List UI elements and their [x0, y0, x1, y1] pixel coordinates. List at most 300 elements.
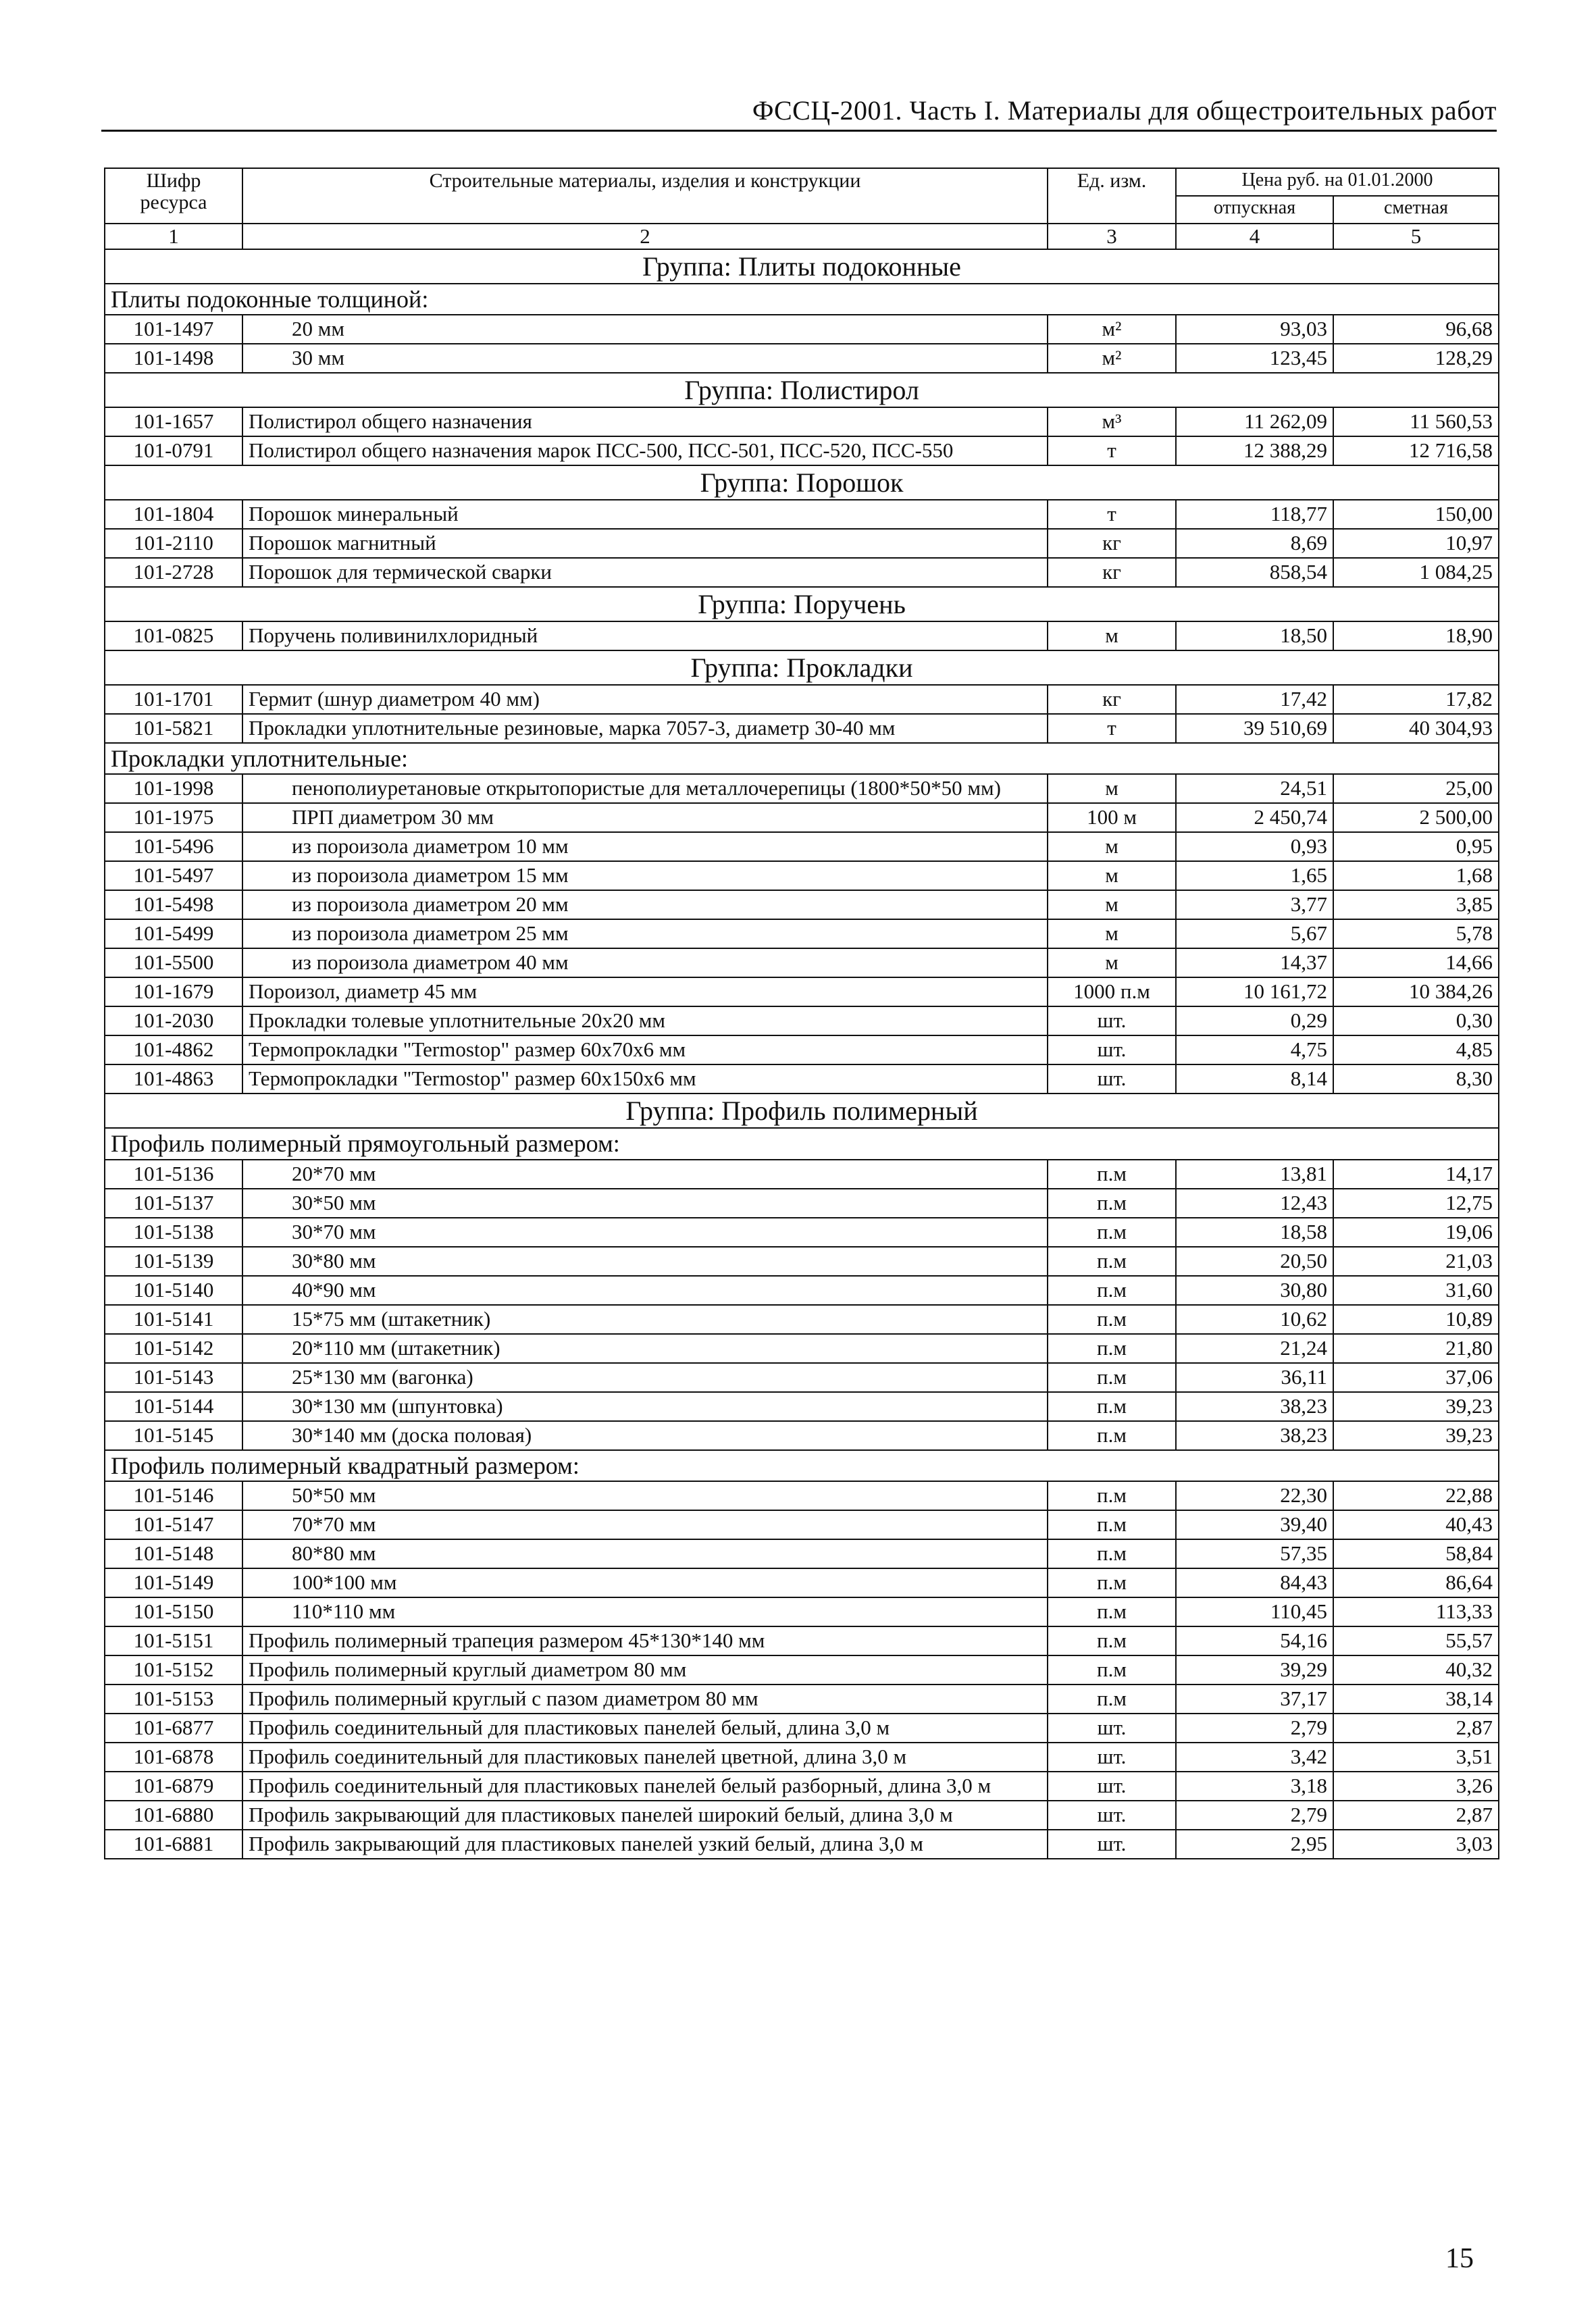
table-row	[105, 1276, 1499, 1305]
resource-code: 101-5143	[105, 1363, 242, 1392]
estimate-price: 86,64	[1333, 1568, 1499, 1597]
release-price: 20,50	[1176, 1247, 1333, 1276]
release-price: 10,62	[1176, 1305, 1333, 1334]
release-price: 1,65	[1176, 861, 1333, 890]
release-price: 54,16	[1176, 1626, 1333, 1655]
release-price: 123,45	[1176, 344, 1333, 373]
table-row	[105, 1035, 1499, 1064]
release-price: 2,79	[1176, 1801, 1333, 1830]
table-row	[105, 1421, 1499, 1450]
material-name: 20 мм	[242, 315, 1048, 344]
material-name: 80*80 мм	[242, 1539, 1048, 1568]
table-row	[105, 1626, 1499, 1655]
estimate-price: 4,85	[1333, 1035, 1499, 1064]
estimate-price: 21,03	[1333, 1247, 1499, 1276]
material-name: Прокладки толевые уплотнительные 20х20 мм	[242, 1006, 1048, 1035]
column-number: 5	[1333, 224, 1499, 249]
unit-of-measure: п.м	[1048, 1160, 1176, 1189]
resource-code: 101-1804	[105, 500, 242, 529]
group-heading-row	[105, 587, 1499, 621]
unit-of-measure: 1000 п.м	[1048, 977, 1176, 1006]
release-price: 39 510,69	[1176, 714, 1333, 743]
estimate-price: 10,97	[1333, 529, 1499, 558]
price-table	[104, 168, 1499, 1859]
resource-code: 101-5496	[105, 832, 242, 861]
table-row	[105, 1655, 1499, 1685]
release-price: 8,69	[1176, 529, 1333, 558]
resource-code: 101-5500	[105, 948, 242, 977]
release-price: 10 161,72	[1176, 977, 1333, 1006]
group-heading-row	[105, 650, 1499, 685]
estimate-price: 0,30	[1333, 1006, 1499, 1035]
estimate-price: 40,32	[1333, 1655, 1499, 1685]
group-heading: Группа: Плиты подоконные	[105, 249, 1499, 284]
group-heading-row	[105, 249, 1499, 284]
material-name: Поручень поливинилхлоридный	[242, 621, 1048, 650]
unit-of-measure: п.м	[1048, 1276, 1176, 1305]
unit-of-measure: п.м	[1048, 1597, 1176, 1626]
section-label-row	[105, 284, 1499, 315]
resource-code: 101-5153	[105, 1685, 242, 1714]
resource-code: 101-6877	[105, 1714, 242, 1743]
unit-of-measure: шт.	[1048, 1006, 1176, 1035]
unit-of-measure: шт.	[1048, 1801, 1176, 1830]
release-price: 37,17	[1176, 1685, 1333, 1714]
table-row	[105, 714, 1499, 743]
release-price: 93,03	[1176, 315, 1333, 344]
resource-code: 101-5140	[105, 1276, 242, 1305]
estimate-price: 113,33	[1333, 1597, 1499, 1626]
material-name: 30*80 мм	[242, 1247, 1048, 1276]
release-price: 21,24	[1176, 1334, 1333, 1363]
unit-of-measure: т	[1048, 714, 1176, 743]
resource-code: 101-1498	[105, 344, 242, 373]
section-label: Плиты подоконные толщиной:	[105, 284, 1499, 315]
header-row-top	[105, 168, 1499, 196]
material-name: 15*75 мм (штакетник)	[242, 1305, 1048, 1334]
release-price: 3,77	[1176, 890, 1333, 919]
release-price: 39,29	[1176, 1655, 1333, 1685]
material-name: ПРП диаметром 30 мм	[242, 803, 1048, 832]
unit-of-measure: м	[1048, 832, 1176, 861]
group-heading-row	[105, 373, 1499, 407]
unit-of-measure: шт.	[1048, 1830, 1176, 1859]
group-heading: Группа: Прокладки	[105, 650, 1499, 685]
resource-code: 101-1701	[105, 685, 242, 714]
material-name: 30*140 мм (доска половая)	[242, 1421, 1048, 1450]
unit-of-measure: шт.	[1048, 1743, 1176, 1772]
unit-of-measure: м	[1048, 861, 1176, 890]
unit-of-measure: шт.	[1048, 1714, 1176, 1743]
unit-of-measure: п.м	[1048, 1392, 1176, 1421]
resource-code: 101-2728	[105, 558, 242, 587]
estimate-price: 40 304,93	[1333, 714, 1499, 743]
table-row	[105, 861, 1499, 890]
unit-of-measure: м	[1048, 919, 1176, 948]
estimate-price: 11 560,53	[1333, 407, 1499, 436]
release-price: 12 388,29	[1176, 436, 1333, 465]
unit-of-measure: кг	[1048, 685, 1176, 714]
estimate-price: 37,06	[1333, 1363, 1499, 1392]
section-label-row	[105, 1450, 1499, 1481]
table-row	[105, 1160, 1499, 1189]
release-price: 84,43	[1176, 1568, 1333, 1597]
group-heading: Группа: Поручень	[105, 587, 1499, 621]
resource-code: 101-4863	[105, 1064, 242, 1094]
resource-code: 101-2110	[105, 529, 242, 558]
estimate-price: 150,00	[1333, 500, 1499, 529]
release-price: 110,45	[1176, 1597, 1333, 1626]
release-price: 38,23	[1176, 1392, 1333, 1421]
material-name: Профиль закрывающий для пластиковых панелей узкий белый, длина 3,0 м	[242, 1830, 1048, 1859]
unit-of-measure: п.м	[1048, 1626, 1176, 1655]
unit-of-measure: м²	[1048, 315, 1176, 344]
estimate-price: 17,82	[1333, 685, 1499, 714]
running-head-title: ФССЦ-2001. Часть I. Материалы для общестроительных работ	[752, 95, 1497, 126]
section-label: Профиль полимерный квадратный размером:	[105, 1450, 1499, 1481]
table-row	[105, 1772, 1499, 1801]
section-label-row	[105, 1128, 1499, 1159]
unit-of-measure: п.м	[1048, 1685, 1176, 1714]
estimate-price: 25,00	[1333, 774, 1499, 803]
price-table-body	[105, 249, 1499, 1859]
estimate-price: 18,90	[1333, 621, 1499, 650]
material-name: 70*70 мм	[242, 1510, 1048, 1539]
material-name: из пороизола диаметром 10 мм	[242, 832, 1048, 861]
material-name: Профиль соединительный для пластиковых панелей белый разборный, длина 3,0 м	[242, 1772, 1048, 1801]
release-price: 3,42	[1176, 1743, 1333, 1772]
resource-code: 101-6881	[105, 1830, 242, 1859]
material-name: 25*130 мм (вагонка)	[242, 1363, 1048, 1392]
release-price: 57,35	[1176, 1539, 1333, 1568]
estimate-price: 22,88	[1333, 1481, 1499, 1510]
resource-code: 101-5141	[105, 1305, 242, 1334]
estimate-price: 96,68	[1333, 315, 1499, 344]
unit-of-measure: п.м	[1048, 1539, 1176, 1568]
material-name: Профиль закрывающий для пластиковых панелей широкий белый, длина 3,0 м	[242, 1801, 1048, 1830]
release-price: 4,75	[1176, 1035, 1333, 1064]
table-row	[105, 344, 1499, 373]
release-price: 5,67	[1176, 919, 1333, 948]
resource-code: 101-1998	[105, 774, 242, 803]
estimate-price: 40,43	[1333, 1510, 1499, 1539]
release-price: 0,29	[1176, 1006, 1333, 1035]
estimate-price: 2,87	[1333, 1714, 1499, 1743]
table-row	[105, 1801, 1499, 1830]
release-price: 13,81	[1176, 1160, 1333, 1189]
group-heading: Группа: Порошок	[105, 465, 1499, 500]
unit-of-measure: п.м	[1048, 1334, 1176, 1363]
resource-code: 101-0791	[105, 436, 242, 465]
col-unit-header: Ед. изм.	[1048, 168, 1176, 224]
resource-code: 101-6878	[105, 1743, 242, 1772]
estimate-price: 2,87	[1333, 1801, 1499, 1830]
resource-code: 101-5497	[105, 861, 242, 890]
table-row	[105, 1189, 1499, 1218]
header-rule	[101, 130, 1497, 132]
estimate-price: 8,30	[1333, 1064, 1499, 1094]
resource-code: 101-2030	[105, 1006, 242, 1035]
estimate-price: 12 716,58	[1333, 436, 1499, 465]
resource-code: 101-5151	[105, 1626, 242, 1655]
release-price: 0,93	[1176, 832, 1333, 861]
release-price: 18,58	[1176, 1218, 1333, 1247]
resource-code: 101-6879	[105, 1772, 242, 1801]
estimate-price: 1,68	[1333, 861, 1499, 890]
release-price: 12,43	[1176, 1189, 1333, 1218]
unit-of-measure: п.м	[1048, 1363, 1176, 1392]
material-name: Порошок минеральный	[242, 500, 1048, 529]
unit-of-measure: п.м	[1048, 1510, 1176, 1539]
release-price: 18,50	[1176, 621, 1333, 650]
resource-code: 101-5147	[105, 1510, 242, 1539]
table-row	[105, 803, 1499, 832]
estimate-price: 10 384,26	[1333, 977, 1499, 1006]
unit-of-measure: шт.	[1048, 1064, 1176, 1094]
release-price: 3,18	[1176, 1772, 1333, 1801]
unit-of-measure: п.м	[1048, 1218, 1176, 1247]
table-row	[105, 774, 1499, 803]
column-number: 3	[1048, 224, 1176, 249]
material-name: 100*100 мм	[242, 1568, 1048, 1597]
material-name: из пороизола диаметром 25 мм	[242, 919, 1048, 948]
col-code-header: Шифр ресурса	[105, 168, 242, 224]
table-row	[105, 558, 1499, 587]
unit-of-measure: кг	[1048, 558, 1176, 587]
unit-of-measure: м³	[1048, 407, 1176, 436]
material-name: Порошок магнитный	[242, 529, 1048, 558]
release-price: 8,14	[1176, 1064, 1333, 1094]
estimate-price: 12,75	[1333, 1189, 1499, 1218]
material-name: 40*90 мм	[242, 1276, 1048, 1305]
resource-code: 101-5152	[105, 1655, 242, 1685]
col-price-group-header: Цена руб. на 01.01.2000	[1176, 168, 1499, 196]
estimate-price: 3,51	[1333, 1743, 1499, 1772]
release-price: 39,40	[1176, 1510, 1333, 1539]
resource-code: 101-5144	[105, 1392, 242, 1421]
material-name: Профиль соединительный для пластиковых панелей цветной, длина 3,0 м	[242, 1743, 1048, 1772]
column-number: 2	[242, 224, 1048, 249]
estimate-price: 21,80	[1333, 1334, 1499, 1363]
unit-of-measure: п.м	[1048, 1655, 1176, 1685]
unit-of-measure: 100 м	[1048, 803, 1176, 832]
release-price: 11 262,09	[1176, 407, 1333, 436]
release-price: 36,11	[1176, 1363, 1333, 1392]
estimate-price: 2 500,00	[1333, 803, 1499, 832]
resource-code: 101-6880	[105, 1801, 242, 1830]
table-row	[105, 1743, 1499, 1772]
release-price: 2 450,74	[1176, 803, 1333, 832]
estimate-price: 14,17	[1333, 1160, 1499, 1189]
table-row	[105, 1685, 1499, 1714]
material-name: Термопрокладки "Termostop" размер 60х70х6 мм	[242, 1035, 1048, 1064]
group-heading-row	[105, 1094, 1499, 1128]
unit-of-measure: шт.	[1048, 1035, 1176, 1064]
release-price: 118,77	[1176, 500, 1333, 529]
group-heading: Группа: Полистирол	[105, 373, 1499, 407]
page-number: 15	[1445, 2243, 1474, 2274]
table-row	[105, 407, 1499, 436]
material-name: Гермит (шнур диаметром 40 мм)	[242, 685, 1048, 714]
material-name: Прокладки уплотнительные резиновые, марка 7057-3, диаметр 30-40 мм	[242, 714, 1048, 743]
estimate-price: 31,60	[1333, 1276, 1499, 1305]
unit-of-measure: шт.	[1048, 1772, 1176, 1801]
material-name: 20*110 мм (штакетник)	[242, 1334, 1048, 1363]
resource-code: 101-5821	[105, 714, 242, 743]
material-name: Профиль полимерный трапеция размером 45*130*140 мм	[242, 1626, 1048, 1655]
estimate-price: 3,03	[1333, 1830, 1499, 1859]
material-name: 110*110 мм	[242, 1597, 1048, 1626]
resource-code: 101-5148	[105, 1539, 242, 1568]
estimate-price: 128,29	[1333, 344, 1499, 373]
unit-of-measure: п.м	[1048, 1481, 1176, 1510]
resource-code: 101-5150	[105, 1597, 242, 1626]
resource-code: 101-1497	[105, 315, 242, 344]
unit-of-measure: кг	[1048, 529, 1176, 558]
material-name: из пороизола диаметром 20 мм	[242, 890, 1048, 919]
release-price: 38,23	[1176, 1421, 1333, 1450]
release-price: 858,54	[1176, 558, 1333, 587]
unit-of-measure: м	[1048, 948, 1176, 977]
table-row	[105, 890, 1499, 919]
table-row	[105, 1510, 1499, 1539]
estimate-price: 19,06	[1333, 1218, 1499, 1247]
resource-code: 101-5149	[105, 1568, 242, 1597]
group-heading: Группа: Профиль полимерный	[105, 1094, 1499, 1128]
material-name: 30*70 мм	[242, 1218, 1048, 1247]
material-name: из пороизола диаметром 15 мм	[242, 861, 1048, 890]
table-row	[105, 1392, 1499, 1421]
table-row	[105, 919, 1499, 948]
estimate-price: 39,23	[1333, 1392, 1499, 1421]
table-row	[105, 1830, 1499, 1859]
table-row	[105, 1247, 1499, 1276]
estimate-price: 14,66	[1333, 948, 1499, 977]
table-row	[105, 1714, 1499, 1743]
estimate-price: 0,95	[1333, 832, 1499, 861]
resource-code: 101-1657	[105, 407, 242, 436]
table-row	[105, 977, 1499, 1006]
material-name: из пороизола диаметром 40 мм	[242, 948, 1048, 977]
release-price: 17,42	[1176, 685, 1333, 714]
resource-code: 101-5136	[105, 1160, 242, 1189]
resource-code: 101-5137	[105, 1189, 242, 1218]
col-release-header: отпускная	[1176, 196, 1333, 224]
section-label: Прокладки уплотнительные:	[105, 743, 1499, 774]
resource-code: 101-5499	[105, 919, 242, 948]
col-estimate-header: сметная	[1333, 196, 1499, 224]
unit-of-measure: т	[1048, 436, 1176, 465]
material-name: 50*50 мм	[242, 1481, 1048, 1510]
unit-of-measure: м	[1048, 621, 1176, 650]
estimate-price: 55,57	[1333, 1626, 1499, 1655]
resource-code: 101-5498	[105, 890, 242, 919]
table-row	[105, 1597, 1499, 1626]
unit-of-measure: п.м	[1048, 1305, 1176, 1334]
unit-of-measure: т	[1048, 500, 1176, 529]
table-row	[105, 685, 1499, 714]
resource-code: 101-5146	[105, 1481, 242, 1510]
unit-of-measure: м²	[1048, 344, 1176, 373]
table-row	[105, 948, 1499, 977]
resource-code: 101-5138	[105, 1218, 242, 1247]
column-number-row	[105, 224, 1499, 249]
material-name: Полистирол общего назначения	[242, 407, 1048, 436]
release-price: 2,95	[1176, 1830, 1333, 1859]
material-name: Профиль соединительный для пластиковых панелей белый, длина 3,0 м	[242, 1714, 1048, 1743]
unit-of-measure: м	[1048, 890, 1176, 919]
estimate-price: 3,85	[1333, 890, 1499, 919]
table-row	[105, 1334, 1499, 1363]
release-price: 24,51	[1176, 774, 1333, 803]
table-row	[105, 1006, 1499, 1035]
table-row	[105, 1568, 1499, 1597]
material-name: Порошок для термической сварки	[242, 558, 1048, 587]
unit-of-measure: м	[1048, 774, 1176, 803]
material-name: Полистирол общего назначения марок ПСС-500, ПСС-501, ПСС-520, ПСС-550	[242, 436, 1048, 465]
material-name: пенополиуретановые открытопористые для металлочерепицы (1800*50*50 мм)	[242, 774, 1048, 803]
material-name: Пороизол, диаметр 45 мм	[242, 977, 1048, 1006]
table-row	[105, 621, 1499, 650]
resource-code: 101-4862	[105, 1035, 242, 1064]
resource-code: 101-0825	[105, 621, 242, 650]
unit-of-measure: п.м	[1048, 1568, 1176, 1597]
estimate-price: 39,23	[1333, 1421, 1499, 1450]
material-name: 30 мм	[242, 344, 1048, 373]
table-row	[105, 1064, 1499, 1094]
material-name: 30*50 мм	[242, 1189, 1048, 1218]
resource-code: 101-1679	[105, 977, 242, 1006]
table-row	[105, 436, 1499, 465]
release-price: 14,37	[1176, 948, 1333, 977]
release-price: 22,30	[1176, 1481, 1333, 1510]
estimate-price: 58,84	[1333, 1539, 1499, 1568]
table-row	[105, 832, 1499, 861]
column-number: 4	[1176, 224, 1333, 249]
release-price: 2,79	[1176, 1714, 1333, 1743]
table-row	[105, 1305, 1499, 1334]
group-heading-row	[105, 465, 1499, 500]
material-name: 30*130 мм (шпунтовка)	[242, 1392, 1048, 1421]
unit-of-measure: п.м	[1048, 1189, 1176, 1218]
resource-code: 101-5142	[105, 1334, 242, 1363]
material-name: Профиль полимерный круглый диаметром 80 мм	[242, 1655, 1048, 1685]
estimate-price: 1 084,25	[1333, 558, 1499, 587]
unit-of-measure: п.м	[1048, 1421, 1176, 1450]
column-number: 1	[105, 224, 242, 249]
estimate-price: 38,14	[1333, 1685, 1499, 1714]
table-row	[105, 500, 1499, 529]
material-name: Профиль полимерный круглый с пазом диаметром 80 мм	[242, 1685, 1048, 1714]
resource-code: 101-1975	[105, 803, 242, 832]
estimate-price: 3,26	[1333, 1772, 1499, 1801]
table-row	[105, 1218, 1499, 1247]
col-name-header: Строительные материалы, изделия и конструкции	[242, 168, 1048, 224]
table-row	[105, 529, 1499, 558]
table-row	[105, 1481, 1499, 1510]
price-table-header	[105, 168, 1499, 249]
section-label: Профиль полимерный прямоугольный размером:	[105, 1128, 1499, 1159]
resource-code: 101-5145	[105, 1421, 242, 1450]
section-label-row	[105, 743, 1499, 774]
release-price: 30,80	[1176, 1276, 1333, 1305]
estimate-price: 10,89	[1333, 1305, 1499, 1334]
table-row	[105, 1539, 1499, 1568]
unit-of-measure: п.м	[1048, 1247, 1176, 1276]
table-row	[105, 1363, 1499, 1392]
estimate-price: 5,78	[1333, 919, 1499, 948]
material-name: 20*70 мм	[242, 1160, 1048, 1189]
